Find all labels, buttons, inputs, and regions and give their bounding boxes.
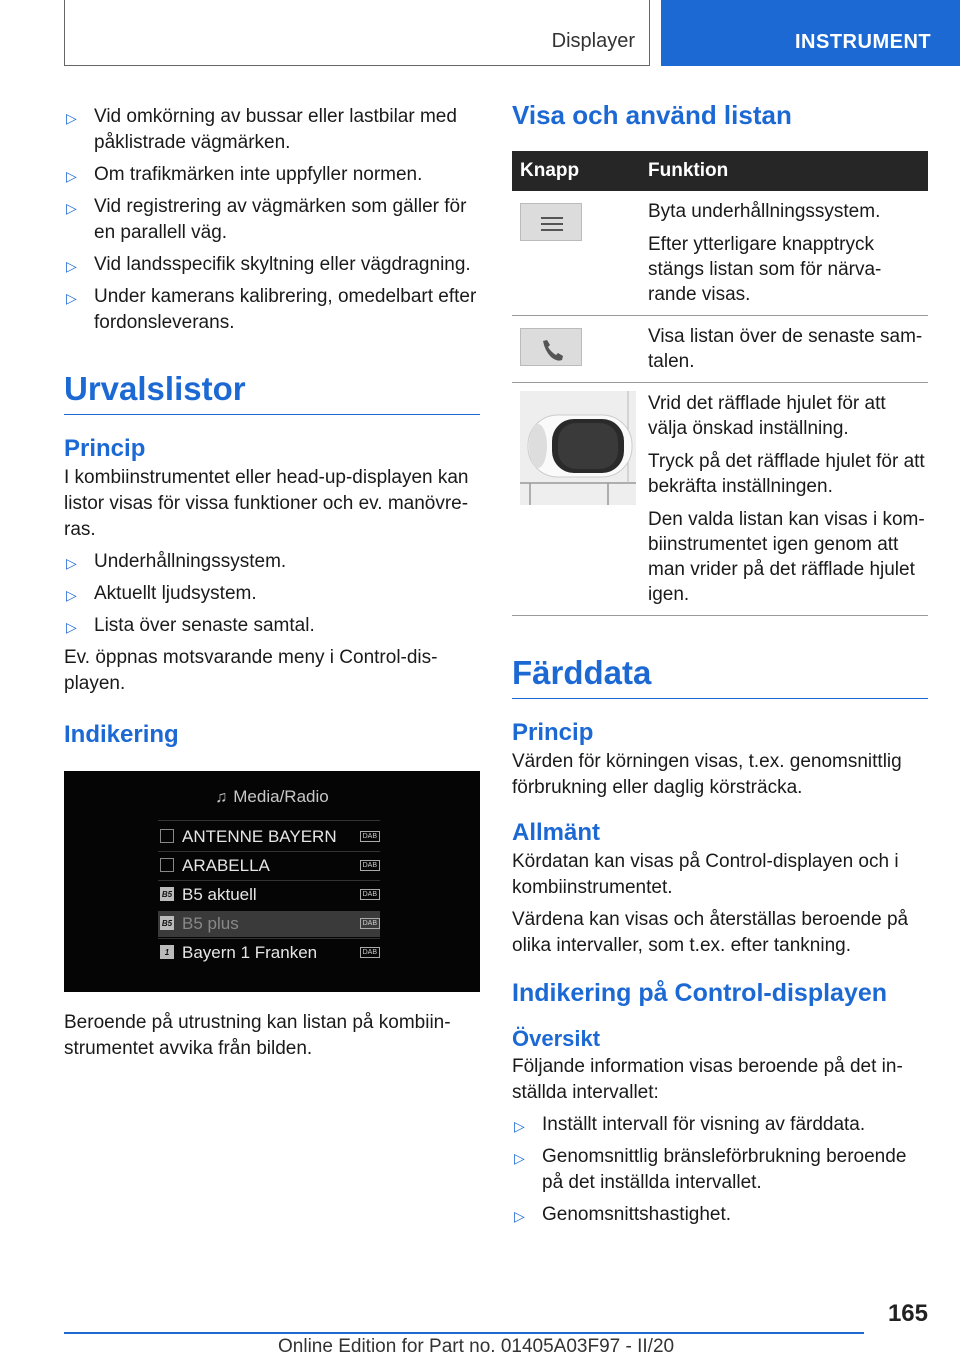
media-radio-icon: ♫	[215, 789, 228, 806]
heading-urvalslistor: Urvalslistor	[64, 370, 480, 415]
footer-edition: Online Edition for Part no. 01405A03F97 - II/20	[278, 1336, 675, 1357]
list-item: ▷ Vid landsspecifik skyltning eller vägdragning.	[64, 252, 480, 278]
bullet-triangle-icon: ▷	[66, 587, 77, 603]
section-tab	[64, 0, 650, 66]
bullet-triangle-icon: ▷	[66, 619, 77, 635]
media-radio-screenshot	[64, 771, 480, 992]
allmant-text-1: Kördatan kan visas på Control-displayen och i kombiinstrumentet.	[512, 851, 899, 898]
list-item: ANTENNE BAYERN DAB	[158, 824, 380, 850]
knurled-wheel-image	[520, 391, 636, 505]
conditions-list	[64, 104, 480, 336]
bullet-triangle-icon: ▷	[514, 1118, 525, 1134]
image-caption: Beroende på utrustning kan listan på kombiin-strumentet avvika från bilden.	[64, 1012, 451, 1059]
bullet-triangle-icon: ▷	[66, 258, 77, 274]
heading-princip: Princip	[64, 435, 146, 462]
table-row: Visa listan över de senaste sam-talen.	[512, 316, 928, 383]
oversikt-text: Följande information visas beroende på det in-ställda intervallet:	[512, 1056, 903, 1103]
princip-list	[64, 549, 480, 639]
heading-indikering: Indikering	[64, 721, 179, 748]
media-title: ♫ Media/Radio	[215, 787, 329, 806]
section-title: Displayer	[551, 30, 635, 52]
chapter-tab	[661, 0, 960, 66]
phone-icon	[520, 328, 582, 366]
list-item: ▷ Under kamerans kalibrering, omedelbart efter fordonsleverans.	[66, 286, 477, 333]
oversikt-list	[512, 1112, 928, 1228]
table-row: Vrid det räfflade hjulet för att välja önskad inställning. Tryck på det räfflade hjulet för att bekräfta inställningen. Den valda listan kan visas i kom-biinstrumentet igen genom att man vrider på det räfflade hjulet igen.	[512, 383, 928, 616]
heading-oversikt: Översikt	[512, 1026, 601, 1051]
bullet-triangle-icon: ▷	[66, 290, 77, 306]
bullet-triangle-icon: ▷	[66, 110, 77, 126]
farddata-princip-text: Värden för körningen visas, t.ex. genomsnittlig förbrukning eller daglig körsträcka.	[512, 751, 902, 798]
list-item: B5 B5 aktuell DAB	[158, 882, 380, 908]
list-item: ▷ Aktuellt ljudsystem.	[64, 581, 480, 607]
list-item: 1 Bayern 1 Franken DAB	[158, 940, 380, 966]
heading-princip-2: Princip	[512, 719, 594, 746]
function-table	[512, 151, 928, 616]
page-number: 165	[887, 1300, 928, 1327]
list-item: ARABELLA DAB	[158, 853, 380, 879]
list-item: B5 B5 plus DAB	[158, 911, 380, 937]
table-header-funktion: Funktion	[640, 151, 928, 191]
list-item: ▷ Inställt intervall för visning av färddata.	[512, 1112, 928, 1138]
left-column	[64, 100, 480, 1068]
list-item: ▷ Vid registrering av vägmärken som gäller för en parallell väg.	[66, 196, 467, 243]
list-item: ▷ Underhållningssystem.	[64, 549, 480, 575]
table-header-knapp: Knapp	[512, 151, 640, 191]
bullet-triangle-icon: ▷	[66, 168, 77, 184]
footer-divider	[64, 1332, 864, 1334]
list-item: ▷ Vid omkörning av bussar eller lastbilar med påklistrade vägmärken.	[66, 106, 457, 153]
list-item: ▷ Lista över senaste samtal.	[64, 613, 480, 639]
chapter-title: INSTRUMENT	[795, 31, 932, 53]
heading-indikering-control-display: Indikering på Control-displayen	[512, 979, 888, 1007]
bullet-triangle-icon: ▷	[514, 1208, 525, 1224]
menu-text: Ev. öppnas motsvarande meny i Control-dis-playen.	[64, 647, 438, 694]
list-menu-icon	[520, 203, 582, 241]
list-item: ▷ Genomsnittlig bränsleförbrukning beroende på det inställda intervallet.	[514, 1146, 907, 1193]
allmant-text-2: Värdena kan visas och återställas beroende på olika intervaller, som t.ex. efter tankning.	[512, 909, 909, 956]
list-item: ▷ Om trafikmärken inte uppfyller normen.	[64, 162, 480, 188]
bullet-triangle-icon: ▷	[66, 555, 77, 571]
table-row: Byta underhållningssystem. Efter ytterligare knapptryck stängs listan som för närva-rande visas.	[512, 191, 928, 316]
right-column	[512, 100, 928, 1234]
heading-farddata: Färddata	[512, 654, 928, 699]
heading-allmant: Allmänt	[512, 819, 601, 846]
bullet-triangle-icon: ▷	[514, 1150, 525, 1166]
bullet-triangle-icon: ▷	[66, 200, 77, 216]
list-item: ▷ Genomsnittshastighet.	[512, 1202, 928, 1228]
page-header	[0, 0, 960, 66]
heading-visa: Visa och använd listan	[512, 100, 792, 130]
princip-text: I kombiinstrumentet eller head-up-displayen kan listor visas för vissa funktioner och ev. manövre-ras.	[64, 467, 469, 540]
